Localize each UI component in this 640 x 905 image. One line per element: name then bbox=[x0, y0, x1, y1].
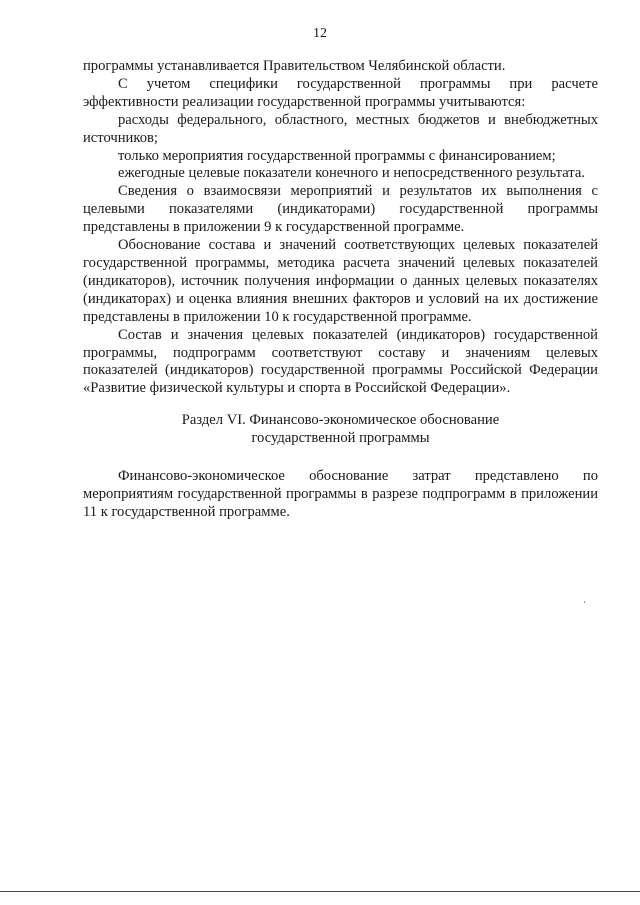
section-heading bbox=[83, 412, 598, 448]
paragraph-continuation: программы устанавливается Правительством Челябинской области. bbox=[83, 58, 506, 74]
section-heading-line-1: Раздел VI. Финансово-экономическое обоснование bbox=[181, 412, 500, 429]
paragraph-appendix-9: Сведения о взаимосвязи мероприятий и результатов их выполнения с целевыми показателями (индикаторами) государственной программы представлены в приложении 9 к государственной программе. bbox=[83, 183, 598, 236]
paragraph-efficiency-intro: С учетом специфики государственной программы при расчете эффективности реализации государственной программы учитываются: bbox=[83, 75, 598, 110]
paragraph-indicators-composition: Состав и значения целевых показателей (индикаторов) государственной программы, подпрограмм соответствуют составу и значениям целевых показателей (индикаторов) государственной программы Российской Федерации «Развитие физической культуры и спорта в Российской Федерации». bbox=[83, 326, 598, 397]
paragraph-appendix-10: Обоснование состава и значений соответствующих целевых показателей государственной программы, методика расчета значений целевых показателей (индикаторов), источник получения информации о данных целевых показателях (индикаторах) и оценка влияния внешних факторов и условий на их достижение представлены в приложении 10 к государственной программе. bbox=[83, 237, 598, 325]
section-heading-line-2: государственной программы bbox=[251, 430, 430, 447]
section-spacer bbox=[83, 448, 598, 468]
list-item-annual-targets: ежегодные целевые показатели конечного и непосредственного результата. bbox=[118, 165, 585, 182]
page-number: 12 bbox=[313, 26, 327, 41]
scan-speck bbox=[584, 601, 585, 603]
list-item-budgets: расходы федерального, областного, местных бюджетов и внебюджетных источников; bbox=[83, 111, 598, 146]
document-body bbox=[83, 58, 598, 522]
paragraph-appendix-11: Финансово-экономическое обоснование затрат представлено по мероприятиям государственной программы в разрезе подпрограмм в приложении 11 к государственной программе. bbox=[83, 468, 598, 520]
list-item-funded-activities: только мероприятия государственной программы с финансированием; bbox=[118, 147, 556, 164]
scan-bottom-edge bbox=[0, 891, 640, 892]
